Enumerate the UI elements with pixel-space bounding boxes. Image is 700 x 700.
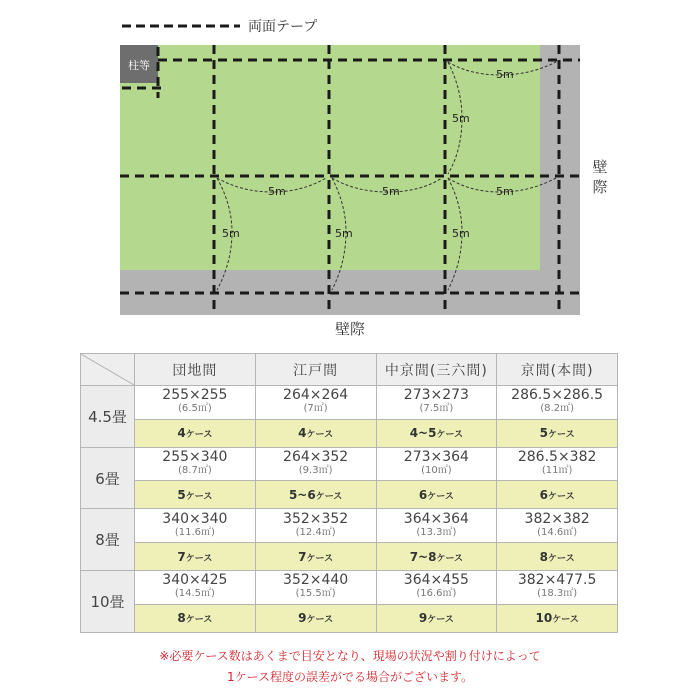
case-unit: ケース — [436, 430, 464, 441]
size-cell — [497, 509, 618, 543]
case-count-cell — [255, 604, 376, 632]
area-text: (11㎡) — [541, 465, 573, 477]
area-text: (18.3㎡) — [537, 588, 578, 600]
case-count-value: 7 — [177, 549, 186, 564]
column-header: 京間(本間) — [497, 354, 618, 386]
size-cell — [135, 509, 256, 543]
case-count-cell — [376, 543, 497, 571]
dimension-text: 255×340 — [162, 449, 228, 466]
dimension-text: 273×273 — [403, 387, 469, 404]
column-header: 団地間 — [135, 354, 256, 386]
table-body — [81, 386, 618, 633]
case-count-value: 7~8 — [409, 549, 437, 564]
case-count-value: 8 — [539, 549, 549, 564]
case-count-cell — [497, 543, 618, 571]
case-count-value: 4~5 — [409, 426, 437, 441]
area-text: (6.5㎡) — [178, 403, 212, 415]
footnote-line: ※必要ケース数はあくまで目安となり、現場の状況や割り付けによって — [159, 649, 541, 663]
case-count-cell — [255, 543, 376, 571]
column-header: 江戸間 — [255, 354, 376, 386]
case-count-cell — [255, 419, 376, 447]
case-unit: ケース — [548, 430, 575, 441]
case-unit: ケース — [552, 615, 579, 626]
case-count-value: 4 — [177, 426, 186, 441]
area-text: (15.5㎡) — [295, 588, 336, 600]
case-unit: ケース — [185, 430, 213, 441]
distance-label: 5m — [335, 227, 353, 240]
case-count-value: 5~6 — [288, 487, 316, 502]
size-cell — [135, 447, 256, 481]
column-header: 中京間(三六間) — [376, 354, 497, 386]
area-text: (7㎡) — [303, 403, 328, 415]
size-cell — [376, 386, 497, 420]
case-count-value: 8 — [177, 611, 186, 626]
case-count-value: 6 — [539, 487, 549, 502]
table-corner — [81, 354, 135, 386]
case-unit: ケース — [185, 491, 213, 502]
footnote-line: 1ケース程度の誤差がでる場合がございます。 — [226, 670, 474, 684]
area-text: (12.4㎡) — [295, 526, 336, 538]
dimension-text: 255×255 — [162, 387, 228, 404]
case-count-cell — [497, 419, 618, 447]
area-text: (7.5㎡) — [419, 403, 454, 415]
case-count-cell — [135, 481, 256, 509]
pillar-label: 柱等 — [128, 59, 150, 72]
case-unit: ケース — [315, 491, 343, 502]
row-header: 4.5畳 — [81, 386, 135, 448]
area-text: (8.2㎡) — [540, 403, 574, 415]
case-count-cell — [376, 481, 497, 509]
distance-label: 5m — [452, 112, 470, 125]
dimension-text: 382×477.5 — [517, 572, 597, 589]
area-text: (13.3㎡) — [416, 526, 457, 538]
case-unit: ケース — [306, 553, 334, 564]
row-header: 8畳 — [81, 509, 135, 571]
size-cell — [497, 447, 618, 481]
area-text: (8.7㎡) — [178, 465, 212, 477]
dimension-text: 286.5×286.5 — [511, 387, 604, 404]
case-count-cell — [135, 604, 256, 632]
case-unit: ケース — [548, 491, 575, 502]
dimension-text: 264×264 — [283, 387, 349, 404]
area-text: (14.5㎡) — [174, 588, 215, 600]
distance-label: 5m — [268, 185, 286, 198]
dimension-text: 273×364 — [403, 449, 469, 466]
dimension-text: 352×352 — [283, 510, 349, 527]
case-count-cell — [497, 604, 618, 632]
wall-label-right: 壁 — [592, 158, 608, 176]
area-text: (11.6㎡) — [174, 526, 215, 538]
area-text: (9.3㎡) — [298, 465, 333, 477]
distance-label: 5m — [496, 185, 514, 198]
size-cell — [497, 386, 618, 420]
row-header: 6畳 — [81, 447, 135, 509]
size-cell — [255, 509, 376, 543]
case-count-value: 9 — [298, 611, 307, 626]
case-count-table — [80, 353, 618, 633]
case-unit: ケース — [306, 615, 334, 626]
case-unit: ケース — [548, 553, 575, 564]
corner-slash — [81, 354, 134, 385]
row-header: 10畳 — [81, 571, 135, 633]
dimension-text: 340×340 — [162, 510, 228, 527]
footnote — [0, 646, 700, 688]
dimension-text: 264×352 — [283, 449, 349, 466]
size-cell — [135, 386, 256, 420]
case-count-cell — [497, 481, 618, 509]
case-unit: ケース — [436, 553, 464, 564]
case-count-cell — [255, 481, 376, 509]
case-count-value: 5 — [539, 426, 549, 441]
size-cell — [255, 571, 376, 605]
size-cell — [376, 571, 497, 605]
dimension-text: 382×382 — [524, 510, 590, 527]
case-count-value: 7 — [298, 549, 307, 564]
size-cell — [135, 571, 256, 605]
case-count-value: 4 — [298, 426, 307, 441]
dimension-text: 364×364 — [403, 510, 469, 527]
size-cell — [376, 509, 497, 543]
distance-label: 5m — [496, 68, 514, 81]
size-cell — [376, 447, 497, 481]
dimension-text: 364×455 — [403, 572, 469, 589]
case-count-cell — [135, 543, 256, 571]
case-unit: ケース — [427, 491, 454, 502]
case-unit: ケース — [185, 553, 213, 564]
case-count-cell — [376, 604, 497, 632]
wall-label-right: 際 — [592, 178, 608, 196]
case-count-value: 5 — [177, 487, 186, 502]
case-unit: ケース — [306, 430, 334, 441]
dimension-text: 340×425 — [162, 572, 228, 589]
dimension-text: 286.5×382 — [517, 449, 597, 466]
size-cell — [255, 386, 376, 420]
area-text: (14.6㎡) — [537, 526, 578, 538]
distance-label: 5m — [382, 185, 400, 198]
case-count-value: 6 — [418, 487, 428, 502]
case-count-value: 9 — [418, 611, 428, 626]
size-cell — [497, 571, 618, 605]
area-text: (10㎡) — [421, 465, 452, 477]
case-unit: ケース — [427, 615, 454, 626]
case-count-value: 10 — [535, 611, 553, 626]
case-count-cell — [376, 419, 497, 447]
wall-label-bottom: 壁際 — [334, 320, 366, 338]
distance-label: 5m — [452, 227, 470, 240]
case-unit: ケース — [185, 615, 213, 626]
distance-label: 5m — [222, 227, 240, 240]
case-count-cell — [135, 419, 256, 447]
legend-label: 両面テープ — [248, 19, 318, 35]
size-cell — [255, 447, 376, 481]
dimension-text: 352×440 — [283, 572, 349, 589]
area-text: (16.6㎡) — [416, 588, 457, 600]
